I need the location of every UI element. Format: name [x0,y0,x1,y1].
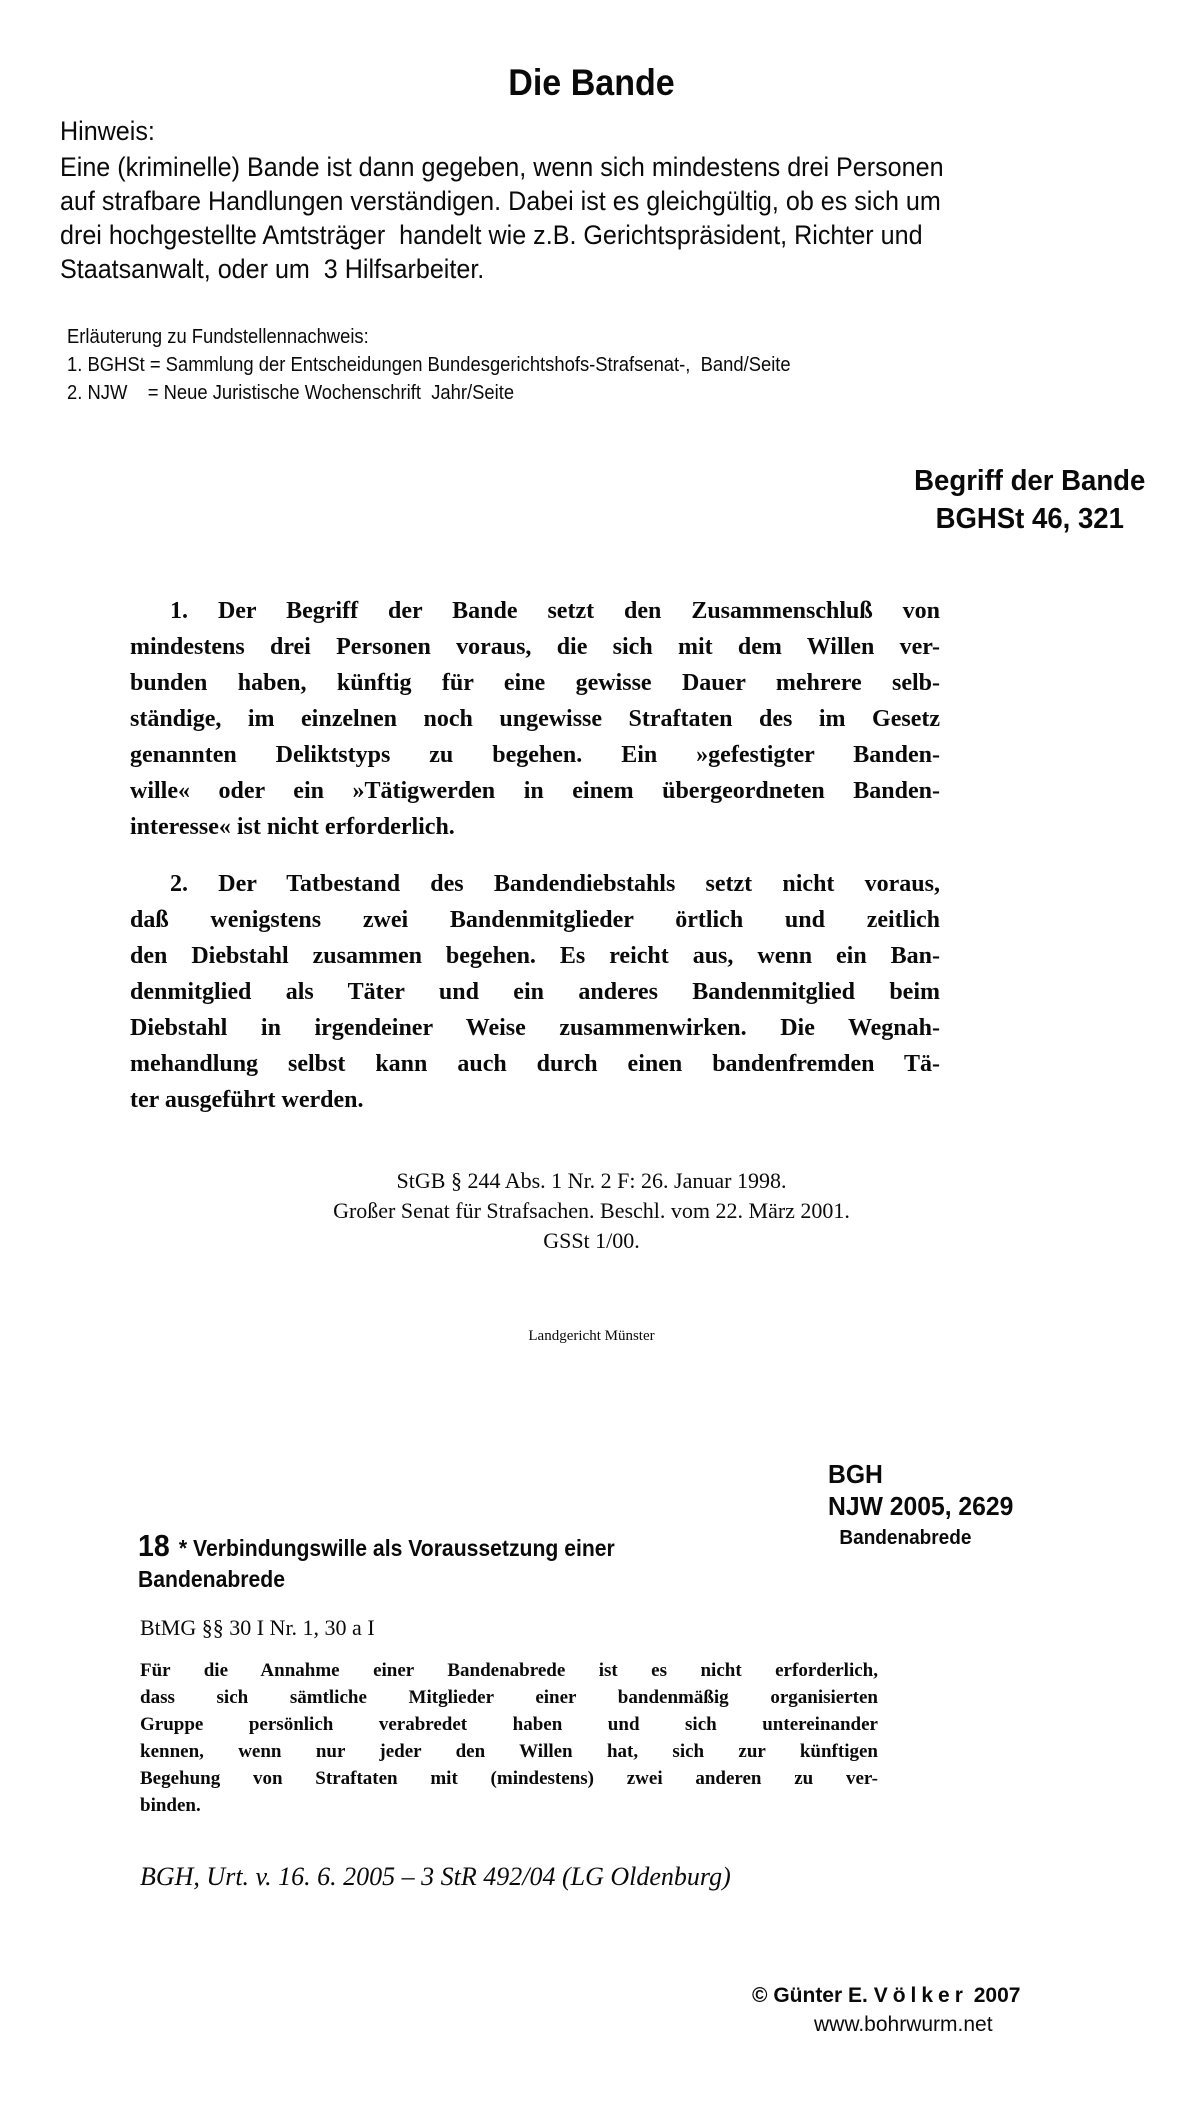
reference-topic: Bandenabrede [839,1527,972,1549]
paragraph-line: wille« oder ein »Tätigwerden in einem übergeordneten Banden- [130,778,940,804]
decision-headline-cont: Bandenabrede [138,1566,285,1592]
citation-line: StGB § 244 Abs. 1 Nr. 2 F: 26. Januar 1998. [396,1168,787,1193]
page-title: Die Bande [508,62,675,103]
paragraph-line: ter ausgeführt werden. [130,1087,364,1113]
decision-line: binden. [140,1795,201,1816]
decision-line: Begehung von Straftaten mit (mindestens) zwei anderen zu ver- [140,1768,878,1789]
decision-headline: * Verbindungswille als Voraussetzung einer [178,1535,615,1561]
hinweis-line: Staatsanwalt, oder um 3 Hilfsarbeiter. [60,254,485,284]
source-legend [67,323,791,407]
website-link[interactable]: www.bohrwurm.net [814,2013,993,2036]
paragraph-line: den Diebstahl zusammen begehen. Es reicht aus, wenn ein Ban- [130,943,940,969]
paragraph-line: mehandlung selbst kann auch durch einen bandenfremden Tä- [130,1051,940,1077]
decision-statute: BtMG §§ 30 I Nr. 1, 30 a I [140,1615,375,1640]
hinweis-line: auf strafbare Handlungen verständigen. Dabei ist es gleichgültig, ob es sich um [60,186,941,216]
hinweis-text [60,150,944,286]
paragraph-line: daß wenigstens zwei Bandenmitglieder örtlich und zeitlich [130,907,940,933]
reference-source: NJW 2005, 2629 [828,1491,1014,1521]
copyright-notice [752,1984,1020,2008]
reference-court: BGH [828,1459,883,1489]
decision-citation [0,1166,1183,1256]
paragraph-line: mindestens drei Personen voraus, die sich mit dem Willen ver- [130,634,940,660]
copyright-year: 2007 [973,1984,1021,2007]
paragraph-line: bunden haben, künftig für eine gewisse Dauer mehrere selb- [130,670,940,696]
paragraph-line: denmitglied als Täter und ein anderes Bandenmitglied beim [130,979,940,1005]
reference-stamp-2 [828,1458,1013,1554]
court-name: Landgericht Münster [528,1328,655,1344]
reference-source: BGHSt 46, 321 [935,503,1124,535]
decision-number: 18 [138,1528,170,1563]
reference-title: Begriff der Bande [913,465,1145,497]
paragraph-2 [130,866,940,1118]
paragraph-line: interesse« ist nicht erforderlich. [130,814,455,840]
decision-line: Gruppe persönlich verabredet haben und sich untereinander [140,1714,878,1735]
author-surname: Völker [873,1984,968,2007]
hinweis-line: drei hochgestellte Amtsträger handelt wie z.B. Gerichtspräsident, Richter und [60,220,923,250]
decision-judgment: BGH, Urt. v. 16. 6. 2005 – 3 StR 492/04 (LG Oldenburg) [140,1862,731,1891]
legend-heading: Erläuterung zu Fundstellennachweis: [67,326,369,348]
legend-item: 2. NJW = Neue Juristische Wochenschrift Jahr/Seite [67,382,515,404]
author-name: Günter E. [773,1984,868,2007]
paragraph-line: ständige, im einzelnen noch ungewisse Straftaten des im Gesetz [130,706,940,732]
paragraph-line: 1. Der Begriff der Bande setzt den Zusammenschluß von [170,598,940,624]
paragraph-line: genannten Deliktstyps zu begehen. Ein »gefestigter Banden- [130,742,940,768]
citation-line: Großer Senat für Strafsachen. Beschl. vom 22. März 2001. [333,1198,850,1223]
decision-18-heading [138,1530,615,1595]
decision-18-text [140,1657,878,1819]
reference-stamp-1 [914,462,1145,538]
paragraph-line: 2. Der Tatbestand des Bandendiebstahls setzt nicht voraus, [170,871,940,897]
copyright-icon: © [752,1984,768,2007]
decision-line: kennen, wenn nur jeder den Willen hat, sich zur künftigen [140,1741,878,1762]
hinweis-label: Hinweis: [60,116,155,146]
paragraph-1 [130,593,940,845]
decision-line: Für die Annahme einer Bandenabrede ist es nicht erforderlich, [140,1660,878,1681]
decision-line: dass sich sämtliche Mitglieder einer bandenmäßig organisierten [140,1687,878,1708]
citation-line: GSSt 1/00. [543,1228,640,1253]
hinweis-line: Eine (kriminelle) Bande ist dann gegeben, wenn sich mindestens drei Personen [60,152,944,182]
paragraph-line: Diebstahl in irgendeiner Weise zusammenwirken. Die Wegnah- [130,1015,940,1041]
legend-item: 1. BGHSt = Sammlung der Entscheidungen Bundesgerichtshofs-Strafsenat-, Band/Seite [67,354,791,376]
